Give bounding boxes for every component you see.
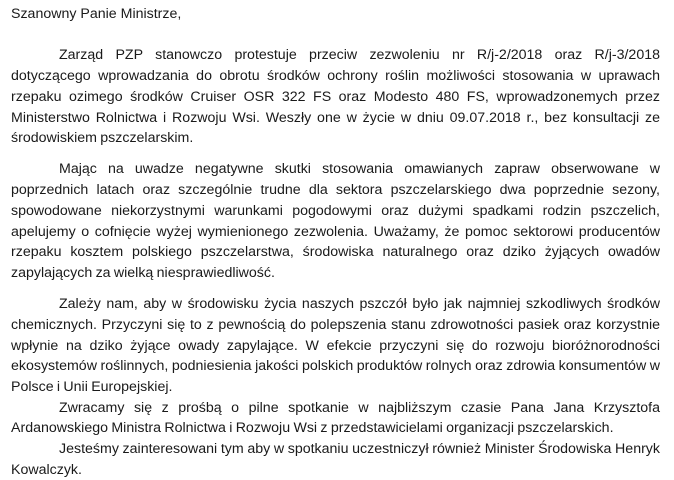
paragraph-minister-participation: Jesteśmy zainteresowani tym aby w spotkaniu uczestniczył również Minister Środowiska Henryk Kowalczyk. bbox=[11, 441, 660, 478]
salutation: Szanowny Panie Ministrze, bbox=[11, 6, 182, 22]
paragraph-protest: Zarząd PZP stanowczo protestuje przeciw zezwoleniu nr R/j-2/2018 oraz R/j-3/2018 dotyczącego wprowadzania do obrotu środków ochrony roślin możliwości stosowania w uprawach rzepaku ozimego środków Cruiser OSR 322 FS oraz Modesto 480 FS, wprowadzonemych przez Ministerstwo Rolnictwa i Rozwoju Wsi. Weszły one w życie w dniu 09.07.2018 r., bez konsultacji ze środowiskiem pszczelarskim. bbox=[11, 47, 660, 147]
paragraph-environment: Zależy nam, aby w środowisku życia naszych pszczół było jak najmniej szkodliwych środków chemicznych. Przyczyni się to z pewnością do polepszenia stanu zdrowotności pasiek oraz korzystnie wpłynie na dziko żyjące owady zapylające. W efekcie przyczyni się do rozwoju bioróżnorodności ekosystemów roślinnych, podniesienia jakości polskich produktów rolnych oraz zdrowia konsumentów w Polsce i Unii Europejskiej. bbox=[11, 296, 660, 395]
paragraph-appeal: Mając na uwadze negatywne skutki stosowania omawianych zapraw obserwowane w poprzednich latach oraz szczególnie trudne dla sektora pszczelarskiego dwa poprzednie sezony, spowodowane niekorzystnymi warunkami pogodowymi oraz dużymi spadkami rodzin pszczelich, apelujemy o cofnięcie wyżej wymienionego zezwolenia. Uważamy, że pomoc sektorowi producentów rzepaku kosztem polskiego pszczelarstwa, środowiska naturalnego oraz dziko żyjących owadów zapylających za wielką niesprawiedliwość. bbox=[11, 161, 660, 281]
paragraph-meeting-request: Zwracamy się z prośbą o pilne spotkanie w najbliższym czasie Pana Jana Krzysztofa Ardanowskiego Ministra Rolnictwa i Rozwoju Wsi z przedstawicielami organizacji pszczelarskich. bbox=[11, 399, 660, 437]
